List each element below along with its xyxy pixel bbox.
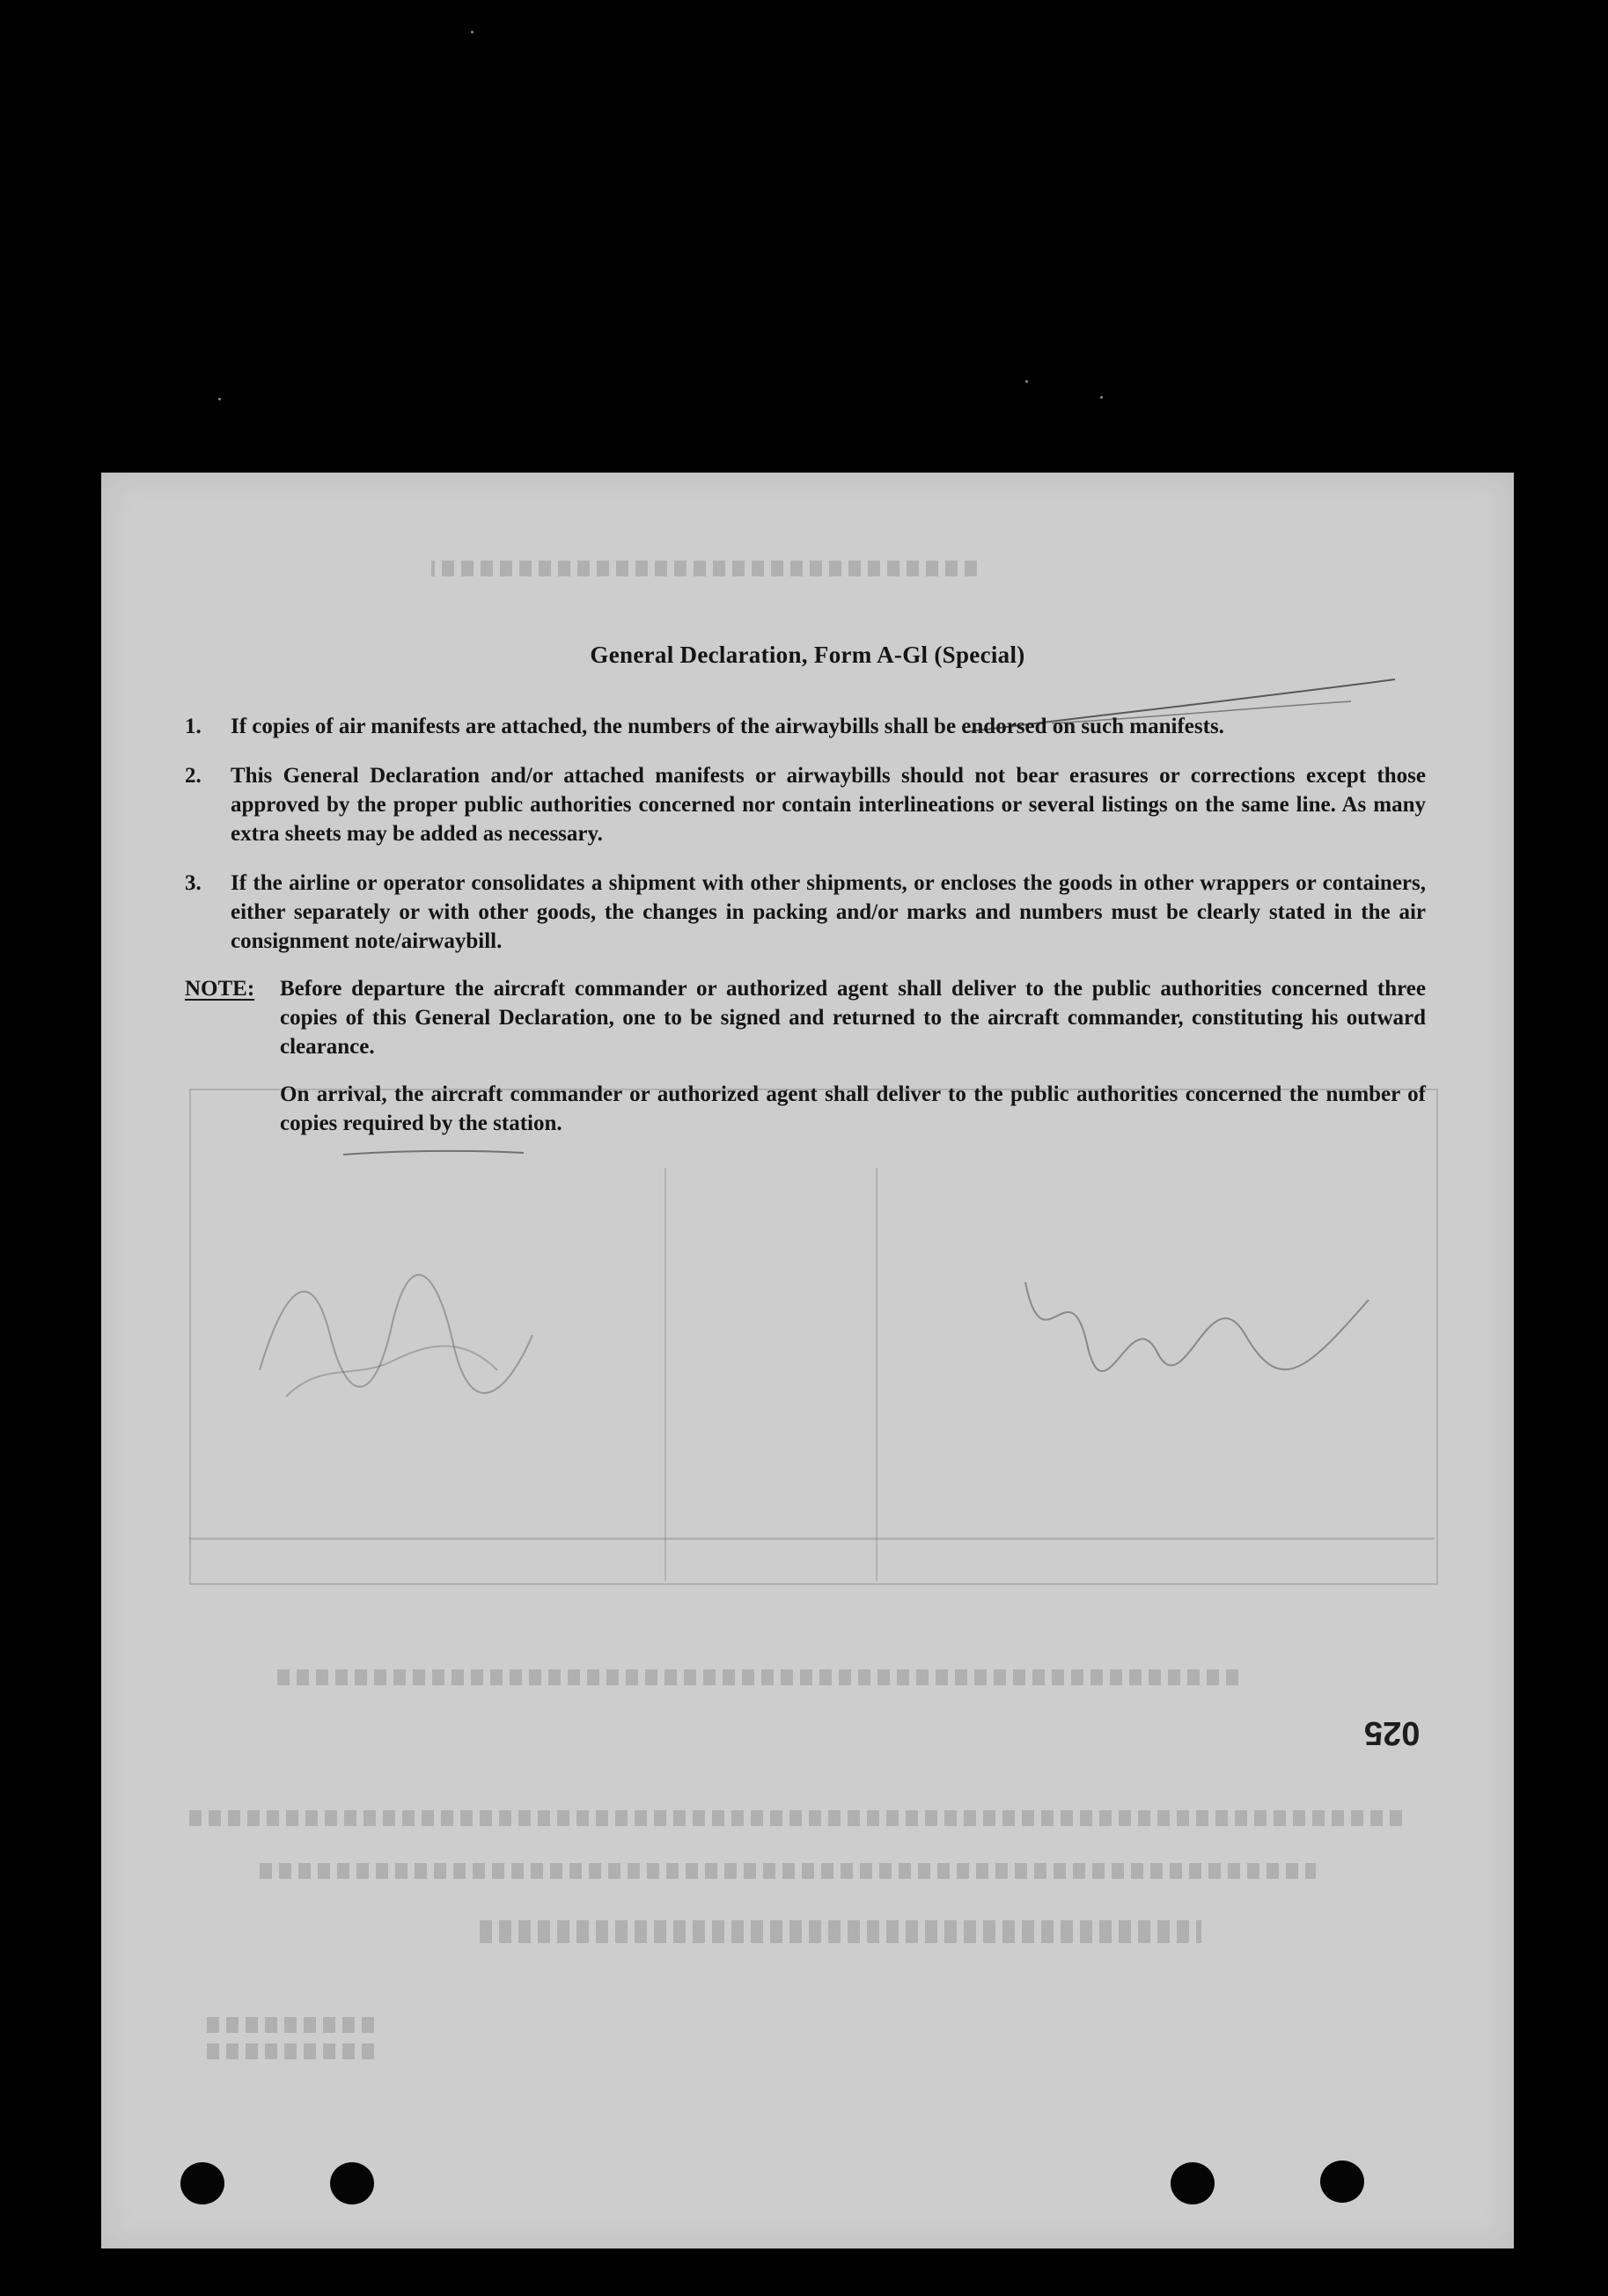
note-block <box>185 974 1426 1061</box>
item-text: If the airline or operator consolidates a shipment with other shipments, or encloses the goods in other wrappers or containers, either separately or with other goods, the changes in packing and/or marks and numbers must be clearly stated in the air consignment note/airwaybill. <box>231 871 1426 953</box>
bleed-through-text <box>480 1920 1201 1943</box>
bleed-through-text <box>277 1669 1245 1685</box>
item-text: This General Declaration and/or attached manifests or airwaybills should not bear erasures or corrections except those approved by the proper public authorities concerned nor contain interlineations or several listings on the same line. As many extra sheets may be added as necessary. <box>231 764 1426 846</box>
dust-speck <box>218 398 221 400</box>
note-label: NOTE: <box>185 977 255 1001</box>
punch-hole <box>1320 2160 1364 2203</box>
stamp-number: 025 <box>1364 1714 1421 1751</box>
note-text: Before departure the aircraft commander or authorized agent shall deliver to the public authorities concerned three copies of this General Declaration, one to be signed and returned to the aircraft commander, constituting his outward clearance. <box>280 977 1426 1059</box>
note-paragraph-2: On arrival, the aircraft commander or authorized agent shall deliver to the public authorities concerned the number of copies required by the station. <box>280 1082 1426 1135</box>
bleed-through-text <box>207 2043 374 2059</box>
bleed-through-text <box>207 2017 374 2033</box>
bleed-through-rule <box>876 1168 877 1581</box>
list-item <box>185 712 1426 741</box>
dust-speck <box>1100 396 1103 399</box>
bleed-through-rule <box>189 1537 1435 1540</box>
bleed-through-text <box>189 1810 1404 1826</box>
bleed-through-text <box>260 1863 1316 1879</box>
dust-speck <box>471 31 474 33</box>
item-number: 1. <box>185 715 202 738</box>
document-page <box>101 473 1514 2248</box>
bleed-through-heading <box>431 561 977 576</box>
dust-speck <box>1025 380 1028 383</box>
item-text: If copies of air manifests are attached, the numbers of the airwaybills shall be endorsed on such manifests. <box>231 715 1224 738</box>
item-number: 3. <box>185 871 202 895</box>
pen-stroke-marks <box>339 1146 532 1181</box>
faint-signature <box>1017 1247 1386 1388</box>
punch-hole <box>330 2162 374 2204</box>
list-item <box>185 869 1426 956</box>
bleed-through-rule <box>664 1168 666 1581</box>
item-number: 2. <box>185 764 202 788</box>
list-item <box>185 761 1426 848</box>
document-title: General Declaration, Form A-Gl (Special) <box>590 642 1025 668</box>
punch-hole <box>180 2162 224 2204</box>
faint-signature <box>251 1229 550 1423</box>
punch-hole <box>1171 2162 1215 2204</box>
